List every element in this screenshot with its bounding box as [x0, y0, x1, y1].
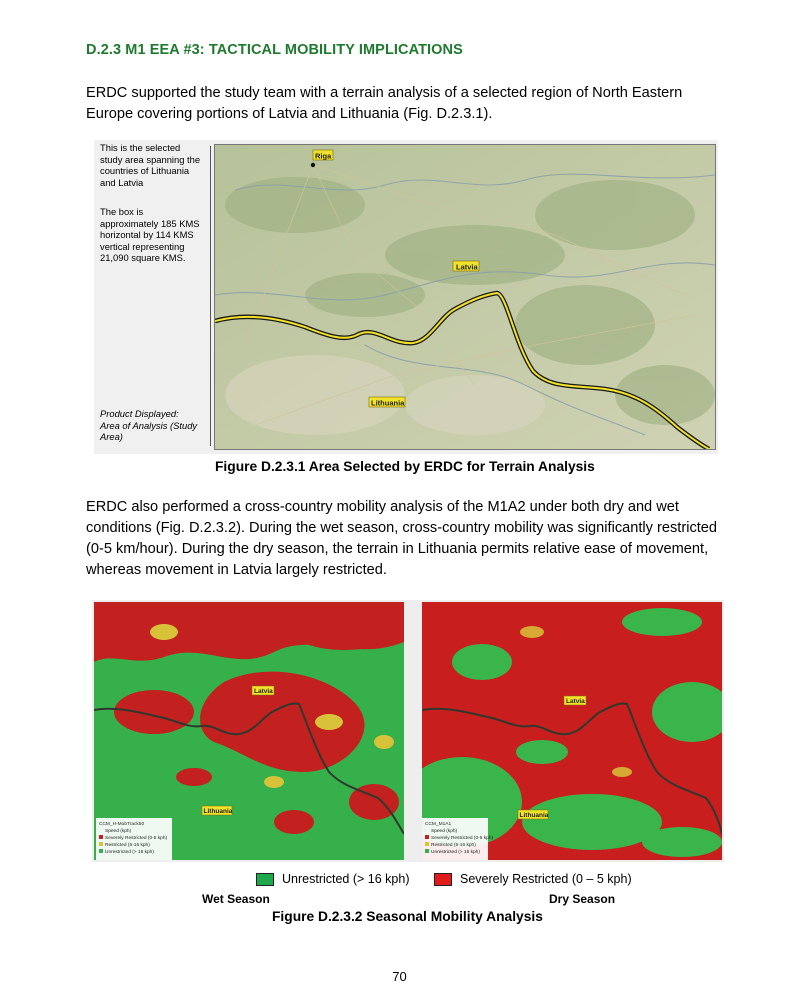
wet-legend-speed: Speed (kph)	[105, 829, 132, 834]
side-line: Area)	[100, 431, 123, 443]
season-label-dry: Dry Season	[549, 892, 616, 906]
dry-map-svg	[422, 602, 722, 860]
red-swatch	[434, 873, 452, 886]
legend-severely-restricted	[434, 872, 632, 886]
dry-legend-title: CCM_M1A1	[425, 822, 452, 827]
legend-unrestricted	[256, 872, 409, 886]
dry-season-map	[422, 602, 732, 860]
side-line: The box is	[100, 206, 144, 217]
side-line: vertical representing	[100, 240, 185, 252]
figure2-caption: Figure D.2.3.2 Seasonal Mobility Analysis	[272, 909, 543, 924]
legend-severely-label: Severely Restricted (0 – 5 kph)	[460, 872, 632, 886]
wet-legend-severe: Severely Restricted (0-5 kph)	[105, 836, 168, 841]
wet-legend-restricted: Restricted (5-16 kph)	[105, 843, 150, 848]
terrain-map	[214, 144, 716, 450]
green-swatch	[256, 873, 274, 886]
sidebar-divider	[210, 146, 211, 446]
figure-study-area	[94, 140, 718, 454]
dry-legend-speed: Speed (kph)	[431, 829, 458, 834]
side-line: 21,090 square KMS.	[100, 252, 186, 264]
dry-label-lithuania: Lithuania	[519, 812, 549, 819]
section-heading: D.2.3 M1 EEA #3: TACTICAL MOBILITY IMPLICATIONS	[86, 42, 463, 58]
map-label-lithuania: Lithuania	[371, 398, 405, 408]
side-line: Product Displayed:	[100, 408, 179, 419]
dry-legend-unrestricted: Unrestricted (> 16 kph)	[431, 850, 480, 855]
wet-legend-title: CCM_H-MobTrack50	[99, 822, 145, 827]
paragraph-intro: ERDC supported the study team with a terrain analysis of a selected region of North Eastern Europe covering portions of Latvia and Lithuania (Fig. D.2.3.1).	[86, 85, 683, 122]
wet-season-map	[94, 602, 404, 860]
sidebar-description	[100, 142, 210, 188]
terrain-map-svg	[215, 145, 715, 449]
dry-legend-severe: Severely Restricted (0-5 kph)	[431, 836, 494, 841]
sidebar-dimensions	[100, 206, 210, 264]
wet-map-svg	[94, 602, 404, 860]
page-number: 70	[392, 969, 407, 984]
side-line: This is the selected	[100, 142, 181, 153]
sidebar-product	[100, 408, 210, 443]
season-label-wet: Wet Season	[202, 892, 270, 906]
side-line: horizontal by 114 KMS	[100, 229, 194, 241]
dry-label-latvia: Latvia	[566, 698, 585, 705]
figure-seasonal-mobility	[92, 600, 724, 862]
side-line: and Latvia	[100, 176, 144, 188]
wet-legend-unrestricted: Unrestricted (> 16 kph)	[105, 850, 154, 855]
side-line: study area spanning the	[100, 153, 201, 165]
paragraph-mobility: ERDC also performed a cross-country mobility analysis of the M1A2 under both dry and wet conditions (Fig. D.2.3.2). During the wet season, cross-country mobility was significantly restricted (0-5 km/hour). During the dry season, the terrain in Lithuania permits relative ease of movement, whereas movement in Latvia largely restricted.	[86, 499, 718, 578]
side-line: approximately 185 KMS	[100, 217, 200, 229]
side-line: Area of Analysis (Study	[100, 419, 198, 431]
wet-label-latvia: Latvia	[254, 688, 273, 695]
map-label-riga: Riga	[315, 151, 332, 161]
figure-sidebar-text	[100, 140, 210, 454]
map-label-latvia: Latvia	[456, 262, 478, 272]
dry-legend-restricted: Restricted (5-16 kph)	[431, 843, 476, 848]
wet-label-lithuania: Lithuania	[203, 808, 233, 815]
side-line: countries of Lithuania	[100, 165, 190, 177]
figure1-caption: Figure D.2.3.1 Area Selected by ERDC for Terrain Analysis	[215, 459, 595, 474]
legend-unrestricted-label: Unrestricted (> 16 kph)	[282, 872, 410, 886]
